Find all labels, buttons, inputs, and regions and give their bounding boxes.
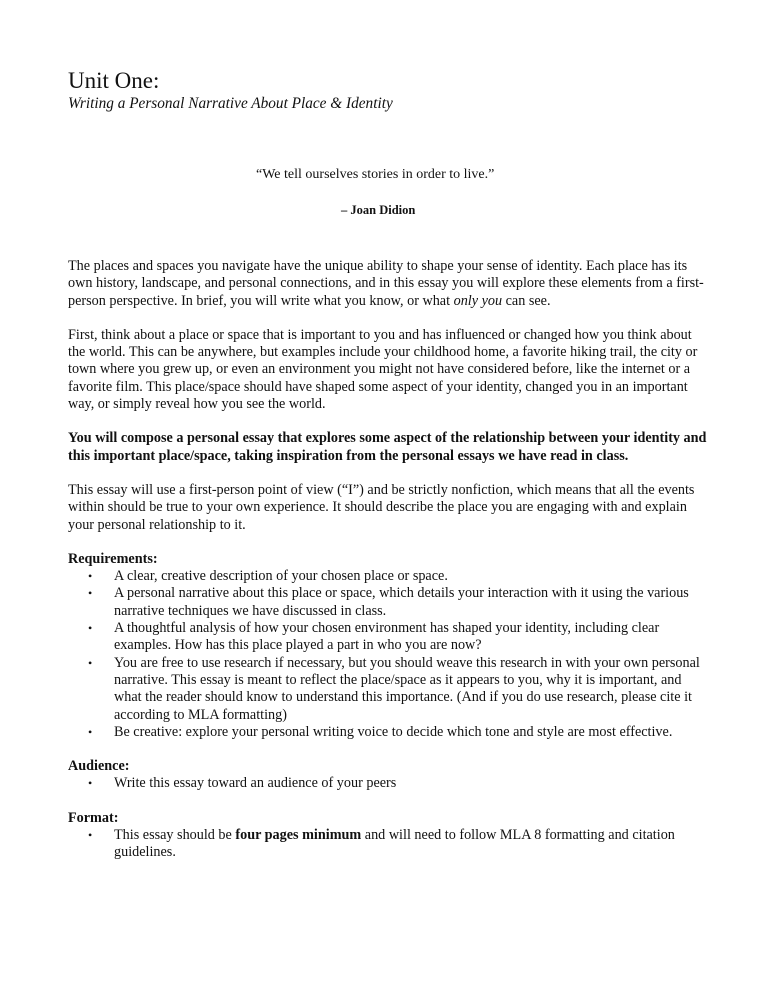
bullet-icon: • bbox=[88, 724, 93, 739]
list-item-text: You are free to use research if necessary, but you should weave this research in with your own personal narrative. This essay is meant to reflect the place/space as it appears to you, why it is important, and what the reader should know to understand this importance. (And if you do use research, please cite it according to MLA formatting) bbox=[114, 654, 700, 723]
bullet-icon: • bbox=[88, 776, 93, 791]
bullet-icon: • bbox=[88, 569, 93, 584]
list-item bbox=[68, 724, 708, 741]
intro-paragraph-4: This essay will use a first-person point of view (“I”) and be strictly nonfiction, which means that all the events within should be true to your own experience. It should describe the place you are engaging with and explain your personal relationship to it. bbox=[68, 481, 695, 533]
audience-list bbox=[68, 775, 708, 792]
list-item bbox=[68, 568, 708, 585]
page-title: Unit One: bbox=[68, 68, 160, 93]
format-emphasis: four pages minimum bbox=[235, 827, 362, 844]
list-item bbox=[68, 775, 708, 792]
format-list bbox=[68, 827, 708, 862]
requirements-list bbox=[68, 568, 708, 741]
assignment-statement: You will compose a personal essay that explores some aspect of the relationship between your identity and this important place/space, taking inspiration from the personal essays we have read in class. bbox=[68, 430, 707, 464]
intro-text-end: can see. bbox=[502, 292, 551, 309]
intro-paragraph-1 bbox=[68, 258, 708, 310]
epigraph-attribution: – Joan Didion bbox=[341, 203, 416, 217]
list-item bbox=[68, 620, 708, 655]
intro-paragraph-2: First, think about a place or space that is important to you and has influenced or changed how you think about the world. This can be anywhere, but examples include your childhood home, a favorite hiking trail, the city or town where you grew up, or even an environment you might not have considered before, like the internet or a favorite film. This place/space should have shaped some aspect of your identity, changed you in an important way, or simply reveal how you see the world. bbox=[68, 326, 698, 413]
list-item-text: A thoughtful analysis of how your chosen environment has shaped your identity, including clear examples. How has this place played a part in who you are now? bbox=[114, 620, 660, 654]
list-item-text: A personal narrative about this place or space, which details your interaction with it using the various narrative techniques we have discussed in class. bbox=[114, 585, 689, 619]
epigraph-quote: “We tell ourselves stories in order to live.” bbox=[256, 167, 495, 182]
list-item bbox=[68, 585, 708, 620]
list-item bbox=[68, 655, 708, 724]
requirements-heading: Requirements: bbox=[68, 550, 158, 567]
bullet-icon: • bbox=[88, 586, 93, 601]
list-item-text: A clear, creative description of your chosen place or space. bbox=[114, 568, 448, 585]
list-item-text: Write this essay toward an audience of your peers bbox=[114, 775, 397, 792]
intro-emphasis: only you bbox=[453, 292, 503, 309]
format-text-end: and will need to follow MLA 8 formatting and citation guidelines. bbox=[114, 827, 675, 861]
audience-heading: Audience: bbox=[68, 758, 130, 775]
bullet-icon: • bbox=[88, 828, 93, 843]
list-item-text: Be creative: explore your personal writing voice to decide which tone and style are most effective. bbox=[114, 723, 673, 740]
format-heading: Format: bbox=[68, 809, 119, 826]
bullet-icon: • bbox=[88, 655, 93, 670]
format-text-start: This essay should be bbox=[114, 827, 236, 844]
page-subtitle: Writing a Personal Narrative About Place & Identity bbox=[68, 95, 393, 112]
bullet-icon: • bbox=[88, 621, 93, 636]
list-item bbox=[68, 827, 708, 862]
intro-text-start: The places and spaces you navigate have the unique ability to shape your sense of identity. Each place has its own history, landscape, and personal connections, and in this essay you will explore these elements from a first-person perspective. In brief, you will write what you know, or what bbox=[68, 258, 704, 309]
